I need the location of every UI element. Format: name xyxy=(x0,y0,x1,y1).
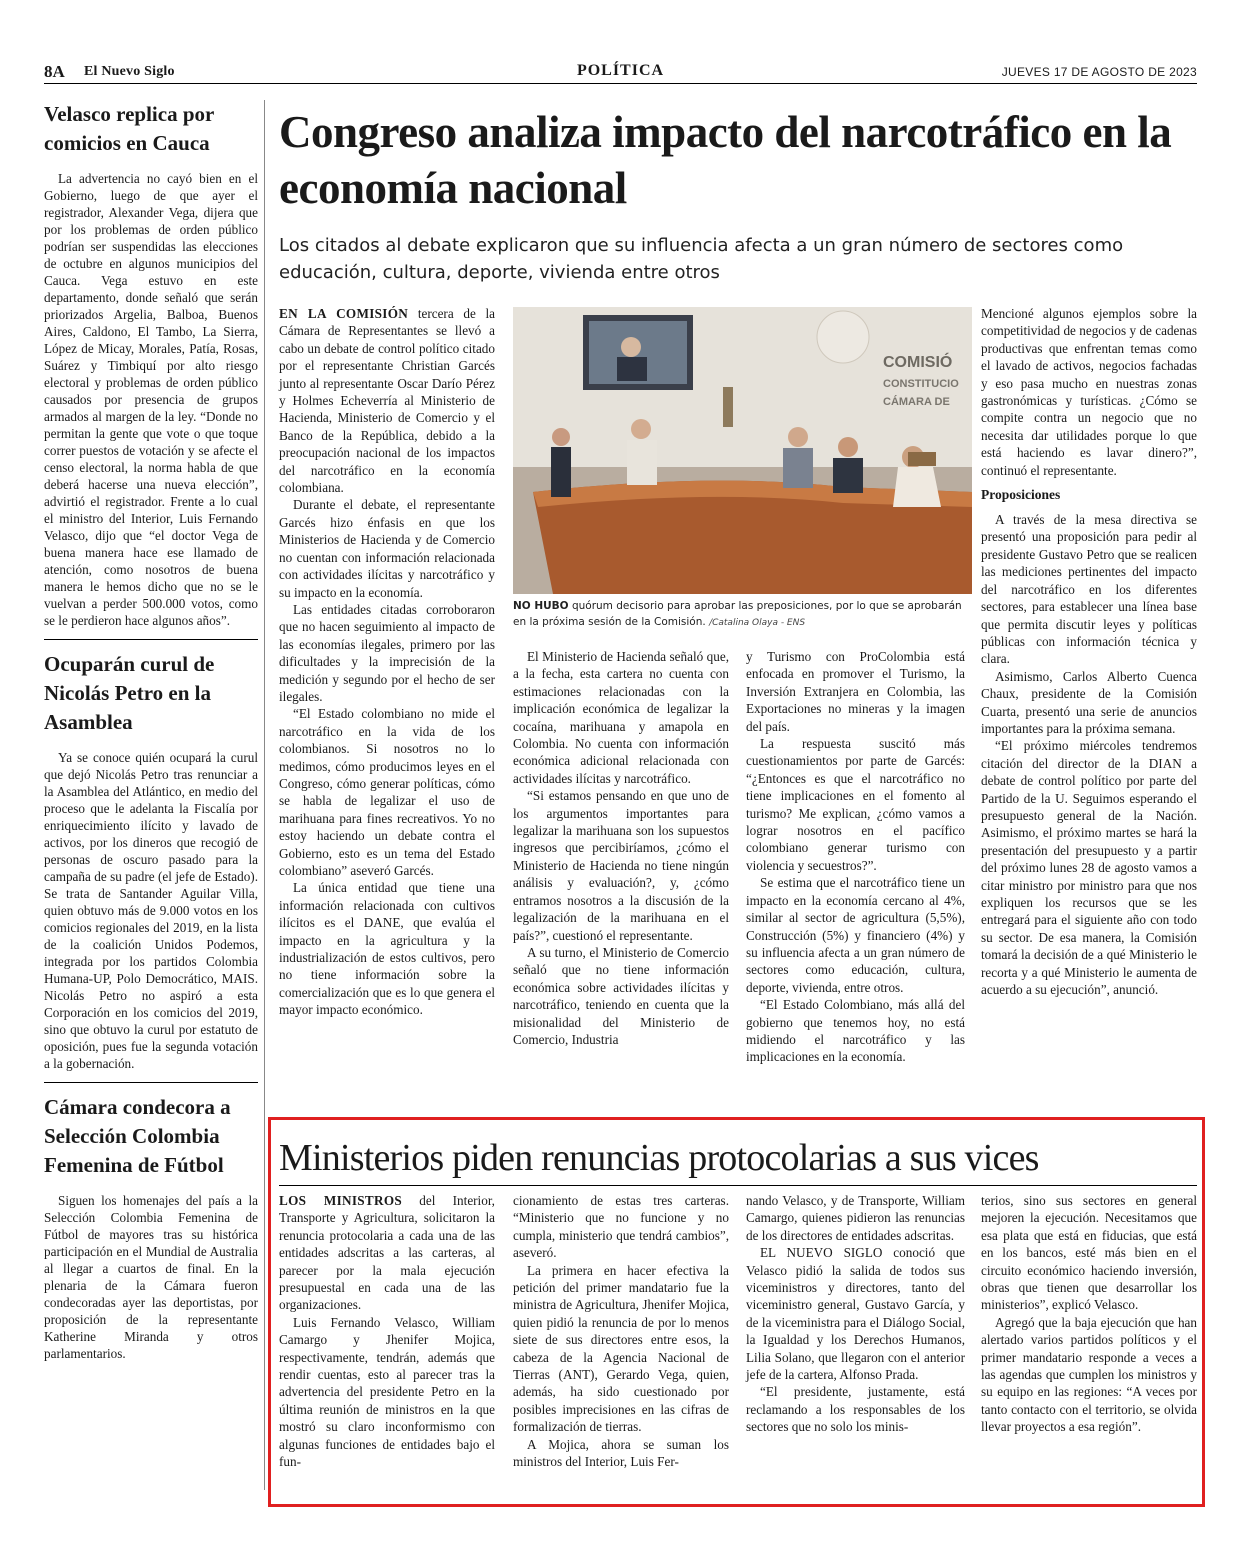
caption-text: quórum decisorio para aprobar las preposiciones, por lo que se aprobarán en la próxima sesión de la Comisión. xyxy=(513,600,962,628)
hearing-photo xyxy=(513,307,972,594)
article-paragraph: Las entidades citadas corroboraron que no hacen seguimiento al impacto de las economías ilegales, primero por las dificultades y la imprecisión de la medición y segundo por el hecho de ser ilegales. xyxy=(279,601,495,704)
boxed-column-2 xyxy=(513,1192,729,1471)
article-paragraph: A través de la mesa directiva se presentó una proposición para pedir al presidente Gustavo Petro que se realicen las mediciones pertinentes del impacto del narcotráfico en los diferentes sectores, para establecer una línea base que permita discutir leyes y políticas públicas con información técnica y clara. xyxy=(981,512,1197,667)
article-paragraph: “Si estamos pensando en que uno de los argumentos importantes para legalizar la marihuana son los supuestos ingresos que percibiríamos, ¿cómo el Ministerio de Hacienda no tiene ningún análisis y evaluación?, y, ¿cómo entramos nosotros a la discusión de la legalización de la marihuana en el país?”, cuestionó el representante. xyxy=(513,788,729,943)
newspaper-brand: El Nuevo Siglo xyxy=(84,64,175,79)
main-headline: Congreso analiza impacto del narcotráfico en la economía nacional xyxy=(279,107,1172,213)
brief-headline: Ocuparán curul de Nicolás Petro en la Asamblea xyxy=(44,652,215,734)
brief-headline: Velasco replica por comicios en Cauca xyxy=(44,102,214,155)
brief-body: Siguen los homenajes del país a la Selección Colombia Femenina de Fútbol de mayores tras su histórica participación en el Mundial de Australia al llegar a cuartos de final. En la plenaria de la Cámara fueron condecoradas ayer las deportistas, por proposición de la representante Katherine Miranda y otros parlamentarios. xyxy=(44,1193,258,1361)
article-paragraph: A su turno, el Ministerio de Comercio señaló que no tiene información económica sobre actividades ilícitas y narcotráfico, teniendo en cuenta que la misionalidad del Ministerio de Comercio, Industria xyxy=(513,944,729,1047)
boxed-column-1 xyxy=(279,1192,495,1471)
svg-text:CÁMARA DE: CÁMARA DE xyxy=(883,396,950,408)
page-header xyxy=(44,62,1197,84)
svg-text:CONSTITUCIO: CONSTITUCIO xyxy=(883,378,959,390)
article-paragraph: cionamiento de estas tres carteras. “Ministerio que no funcione y no cumpla, ministerio que tendrá cambios”, aseveró. xyxy=(513,1193,729,1261)
article-paragraph: La respuesta suscitó más cuestionamientos por parte de Garcés: “¿Entonces es que el narcotráfico no tiene implicaciones en el fomento al turismo? Me explican, ¿cómo vamos a lograr nosotros en el pacífico colombiano generar turismo con violencia y secuestros?”. xyxy=(746,736,965,873)
article-paragraph: “El presidente, justamente, está reclamando a los responsables de los sectores que no solo los minis- xyxy=(746,1384,965,1435)
section-title: POLÍTICA xyxy=(576,62,665,79)
article-paragraph: Asimismo, Carlos Alberto Cuenca Chaux, presidente de la Comisión Cuarta, presentó una serie de anuncios importantes para la próxima semana. xyxy=(981,668,1197,736)
boxed-headline-rule xyxy=(279,1185,1197,1186)
boxed-column-4 xyxy=(981,1192,1197,1436)
article-paragraph: “El Estado colombiano no mide el narcotráfico en la vida de los colombianos. Si nosotros no lo medimos, cómo producimos leyes en el Congreso, cómo generar políticas, cómo se habla de legalizar el uso de marihuana para fines recreativos. Yo no estoy haciendo un debate contra el Gobierno, esto es un tema del Estado colombiano” aseveró Garcés. xyxy=(279,706,495,878)
photo-credit: /Catalina Olaya - ENS xyxy=(709,618,806,628)
article-paragraph: Durante el debate, el representante Garcés hizo énfasis en que los Ministerios de Hacienda y de Comercio no cuentan con información relacionada con actividades ilícitas y narcotráfico y su impacto en la economía. xyxy=(279,497,495,600)
article-column-4 xyxy=(981,305,1197,998)
article-paragraph: Mencioné algunos ejemplos sobre la competitividad de negocios y de cadenas productivas que enfrentan temas como el lavado de activos, negocios fachadas y eso pasa mucho en nuestras zonas gastronómicas y turísticas. ¿Cómo se compite contra un negocio que no necesita dar utilidades porque lo que está haciendo es lavar dinero?”, continuó el representante. xyxy=(981,306,1197,478)
brief-headline: Cámara condecora a Selección Colombia Femenina de Fútbol xyxy=(44,1095,231,1177)
page-number: 8A xyxy=(44,62,65,81)
issue-date: JUEVES 17 DE AGOSTO DE 2023 xyxy=(1001,65,1197,79)
article-paragraph: Luis Fernando Velasco, William Camargo y Jhenifer Mojica, respectivamente, tendrán, además que rendir cuentas, esto al parecer tras la advertencia del presidente Petro en la última reunión de ministros en la que mostró su claro inconformismo con algunas funciones de entidades bajo el fun- xyxy=(279,1314,495,1470)
brief-divider xyxy=(44,1082,258,1083)
brief-divider xyxy=(44,639,258,640)
hearing-photo-illustration xyxy=(513,307,972,594)
brief-body: La advertencia no cayó bien en el Gobierno, luego de que ayer el registrador, Alexander Vega, dijera que por los problemas de orden público podrían ser suspendidas las elecciones de octubre en algunos municipios del Cauca. Vega estuvo en este departamento, donde señaló que serán priorizados Argelia, Balboa, Buenos Aires, Caldono, El Tambo, La Sierra, López de Micay, Morales, Patía, Rosas, Suárez y Timbiquí por alto riesgo electoral y problemas de orden público causados por presencia de grupos armados al margen de la ley. “Donde no permitan la gente que vote o que toque correr puestos de votación y se afecte el censo electoral, la norma habla de que deberá hacerse una nueva elección”, advirtió el registrador. Frente a lo cual el ministro del Interior, Luis Fernando Velasco, dijo que “el doctor Vega de buena manera hace ese llamado de atención, como nosotros de buena manera le hemos dicho que no se le vuelvan a perder 500.000 votos, como se le perdieron hace algunos años”. xyxy=(44,171,258,628)
article-paragraph: LOS MINISTROS del Interior, Transporte y Agricultura, solicitaron la renuncia protocolaria a cada una de las entidades adscritas a las carteras, al parecer por la mala ejecución presupuestal en cada una de las organizaciones. xyxy=(279,1193,495,1313)
sidebar-briefs xyxy=(44,100,258,1362)
article-column-2 xyxy=(513,648,729,1048)
article-paragraph: EL NUEVO SIGLO conoció que Velasco pidió la salida de todos sus viceministros y directores, tanto del viceministro general, Gustavo García, y de la viceministra para el Diálogo Social, la Igualdad y los Derechos Humanos, Lilia Solano, que llegaron con el anterior jefe de la cartera, Alfonso Prada. xyxy=(746,1245,965,1383)
article-paragraph: “El Estado Colombiano, más allá del gobierno que tenemos hoy, no está midiendo el narcotráfico y las implicaciones en la economía. xyxy=(746,997,965,1065)
article-column-3 xyxy=(746,648,965,1066)
article-paragraph: y Turismo con ProColombia está enfocada en promover el Turismo, la Inversión Extranjera en Colombia, las Exportaciones no mineras y la imagen del país. xyxy=(746,649,965,734)
article-subhead: Proposiciones xyxy=(981,487,1061,503)
article-paragraph: Agregó que la baja ejecución que han alertado varios partidos políticos y el primer mandatario responde a veces a las agendas que cumplen los ministros y su equipo en las regiones: “A veces por tanto contacto con el territorio, se olvida llevar proyectos a esa región”. xyxy=(981,1314,1197,1435)
article-paragraph: nando Velasco, y de Transporte, William Camargo, quienes pidieron las renuncias de los directores de entidades adscritas. xyxy=(746,1193,965,1243)
article-column-1 xyxy=(279,305,495,1019)
boxed-headline: Ministerios piden renuncias protocolarias a sus vices xyxy=(279,1137,1039,1179)
lead-in: LOS MINISTROS xyxy=(279,1193,403,1208)
main-subtitle: Los citados al debate explicaron que su influencia afecta a un gran número de sectores como educación, cultura, deporte, vivienda entre otros xyxy=(279,235,1124,283)
caption-lead: NO HUBO xyxy=(513,600,569,612)
article-paragraph: La única entidad que tiene una información relacionada con cultivos ilícitos es el DANE, que evalúa el impacto en la agricultura y la industrialización de estos cultivos, pero no tiene información sobre la comercialización que es lo que genera el mayor impacto económico. xyxy=(279,880,495,1018)
article-paragraph: A Mojica, ahora se suman los ministros del Interior, Luis Fer- xyxy=(513,1436,729,1470)
brief-body: Ya se conoce quién ocupará la curul que dejó Nicolás Petro tras renunciar a la Asamblea del Atlántico, en medio del proceso que le adelanta la Fiscalía por enriquecimiento ilícito y lavado de activos, por los dineros que recogió de personas de oscuro pasado para la campaña de su padre (el jefe de Estado). Se trata de Santander Aguilar Villa, quien obtuvo más de 9.000 votos en los comicios regionales del 2019, en la lista de la coalición Unidos Podemos, integrada por los partidos Colombia Humana-UP, Polo Democrático, MAIS. Nicolás Petro no aspiró a esta Corporación en los comicios del 2019, sino que obtuvo la curul por estatuto de oposición, pues fue la segunda votación a la gobernación. xyxy=(44,750,258,1071)
article-paragraph: EN LA COMISIÓN tercera de la Cámara de Representantes se llevó a cabo un debate de control político citado por el representante Christian Garcés junto al representante Oscar Darío Pérez y Holmes Echeverría al Ministerio de Hacienda, Ministerio de Comercio y el Banco de la República, debido a la preocupación nacional de los impactos del narcotráfico en la economía colombiana. xyxy=(279,306,496,496)
photo-caption xyxy=(513,598,972,631)
boxed-column-3 xyxy=(746,1192,965,1436)
lead-in: EN LA COMISIÓN xyxy=(279,306,409,321)
svg-text:COMISIÓ: COMISIÓ xyxy=(883,354,953,371)
article-paragraph: “El próximo miércoles tendremos citación del director de la DIAN a debate de control político por parte del Partido de la U. Seguimos esperando el presupuesto general de la Nación. Asimismo, el próximo martes se hará la presentación del presupuesto y a partir del próximo lunes 28 de agosto vamos a citar ministro por ministro para que nos expliquen los recursos que se les entregará para el siguiente año con todo su sector. De esa manera, la Comisión tomará la decisión de a qué Ministerio le recorta y a qué Ministerio le aumenta de acuerdo a su ejecución”, anunció. xyxy=(981,738,1197,998)
column-divider xyxy=(264,100,265,1490)
article-paragraph: terios, sino sus sectores en general mejoren la ejecución. Necesitamos que esa plata que está en fiducias, que está en los bancos, esté más bien en el circuito económico haciendo inversión, obras que tienen que desarrollar los ministerios”, explicó Velasco. xyxy=(981,1193,1197,1313)
article-paragraph: Se estima que el narcotráfico tiene un impacto en la economía cercano al 4%, similar al sector de agricultura (5,5%), Construcción (5%) y financiero (4%) y su influencia afecta a un gran número de sectores como educación, cultura, deporte, vivienda, entre otros. xyxy=(746,875,965,995)
article-paragraph: La primera en hacer efectiva la petición del primer mandatario fue la ministra de Agricultura, Jhenifer Mojica, quien pidió la renuncia de por lo menos siete de sus directores entre esos, la cabeza de la Agencia Nacional de Tierras (ANT), Gerardo Vega, quien, además, ha sido cuestionado por posibles imprecisiones en las cifras de formalización de tierras. xyxy=(513,1262,729,1435)
article-paragraph: El Ministerio de Hacienda señaló que, a la fecha, esta cartera no cuenta con estimaciones relacionadas con la implicación económica de legalizar la cocaína, marihuana y amapola en Colombia. No cuenta con información económica adicional relacionada con actividades ilícitas y narcotráfico. xyxy=(513,649,729,786)
